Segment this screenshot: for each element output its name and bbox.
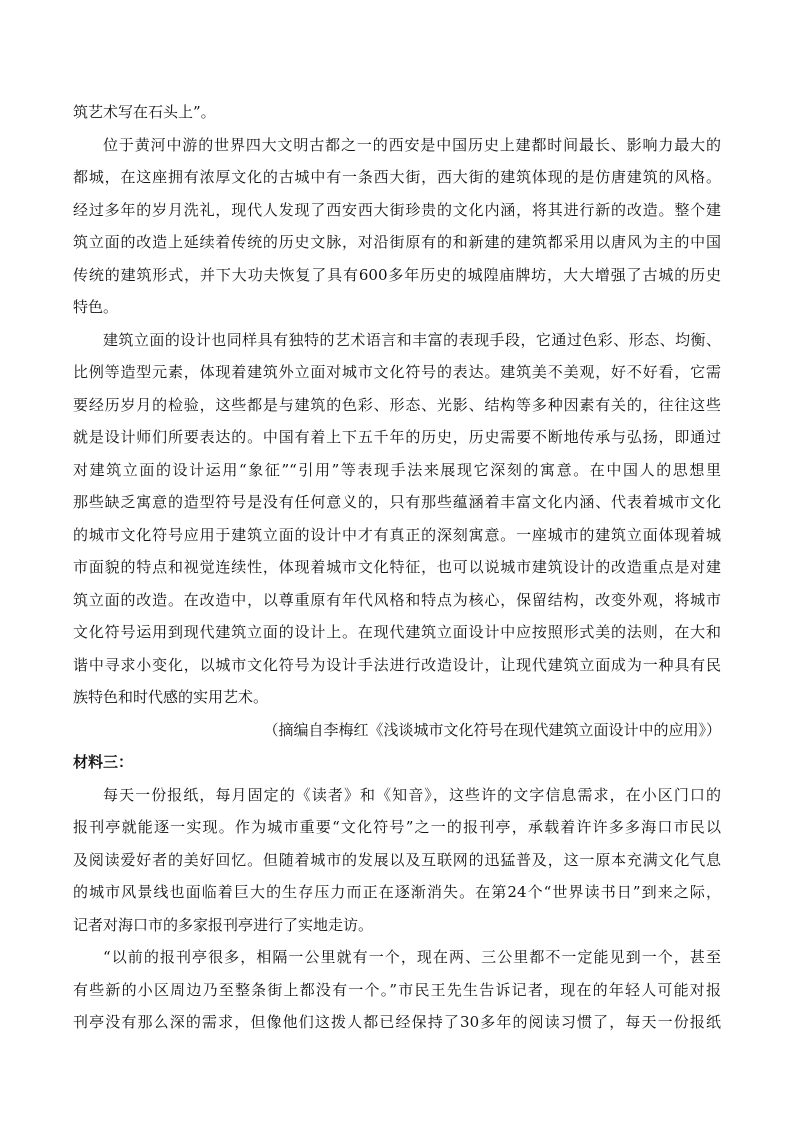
text-line: 那些缺乏寓意的造型符号是没有任何意义的，只有那些蕴涵着丰富文化内涵、代表着城市文化 (73, 493, 721, 511)
text-line: 的城市文化符号应用于建筑立面的设计中才有真正的深刻寓意。一座城市的建筑立面体现着城 (73, 525, 721, 544)
text-line: 筑艺术写在石头上”。 (73, 103, 216, 121)
source-citation: （摘编自李梅红《浅谈城市文化符号在现代建筑立面设计中的应用》） (263, 720, 721, 739)
text-line: 记者对海口市的多家报刊亭进行了实地走访。 (73, 915, 374, 934)
text-line: 就是设计师们所要表达的。中国有着上下五千年的历史，历史需要不断地传承与弘扬，即通过 (73, 428, 721, 446)
text-line: 的城市风景线也面临着巨大的生存压力而正在逐渐消失。在第24个“世界读书日”到来之际， (73, 883, 721, 901)
text-line: 刊亭没有那么深的需求，但像他们这拨人都已经保持了30多年的阅读习惯了，每天一份报纸 (73, 1013, 721, 1031)
text-line: 要经历岁月的检验，这些都是与建筑的色彩、形态、光影、结构等多种因素有关的，往往这些 (73, 395, 721, 414)
section-heading: 材料三： (73, 753, 134, 771)
text-line: 比例等造型元素，体现着建筑外立面对城市文化符号的表达。建筑美不美观，好不好看，它需 (73, 363, 721, 381)
text-line: 筑立面的改造上延续着传统的历史文脉，对沿街原有的和新建的建筑都采用以唐风为主的中国 (73, 233, 721, 251)
document-page (73, 96, 721, 1039)
text-line: 都城，在这座拥有浓厚文化的古城中有一条西大街，西大街的建筑体现的是仿唐建筑的风格。 (73, 168, 721, 186)
text-line: 特色。 (73, 298, 119, 316)
text-line: 文化符号运用到现代建筑立面的设计上。在现代建筑立面设计中应按照形式美的法则，在大和 (73, 623, 721, 641)
text-line: 位于黄河中游的世界四大文明古都之一的西安是中国历史上建都时间最长、影响力最大的 (103, 135, 721, 154)
text-line: 建筑立面的设计也同样具有独特的艺术语言和丰富的表现手段，它通过色彩、形态、均衡、 (103, 330, 721, 349)
text-line: 及阅读爱好者的美好回忆。但随着城市的发展以及互联网的迅猛普及，这一原本充满文化气息 (73, 850, 721, 869)
text-line: 市面貌的特点和视觉连续性，体现着城市文化特征，也可以说城市建筑设计的改造重点是对建 (73, 558, 721, 576)
text-line: 每天一份报纸，每月固定的《读者》和《知音》，这些许的文字信息需求，在小区门口的 (103, 785, 721, 804)
text-line: 报刊亭就能逐一实现。作为城市重要“文化符号”之一的报刊亭，承载着许许多多海口市民以 (73, 818, 721, 836)
text-line: 有些新的小区周边乃至整条街上都没有一个。”市民王先生告诉记者，现在的年轻人可能对报 (73, 980, 721, 999)
text-line: 筑立面的改造。在改造中，以尊重原有年代风格和特点为核心，保留结构，改变外观，将城市 (73, 590, 721, 609)
text-line: 对建筑立面的设计运用“象征”“引用”等表现手法来展现它深刻的寓意。在中国人的思想里 (73, 460, 721, 479)
text-line: “以前的报刊亭很多，相隔一公里就有一个，现在两、三公里都不一定能见到一个，甚至 (103, 948, 721, 966)
text-line: 谐中寻求小变化，以城市文化符号为设计手法进行改造设计，让现代建筑立面成为一种具有民 (73, 655, 721, 674)
text-line: 族特色和时代感的实用艺术。 (73, 688, 269, 706)
text-line: 传统的建筑形式，并下大功夫恢复了具有600多年历史的城隍庙牌坊，大大增强了古城的历史 (73, 265, 721, 284)
text-line: 经过多年的岁月洗礼，现代人发现了西安西大街珍贵的文化内涵，将其进行新的改造。整个建 (73, 200, 721, 219)
